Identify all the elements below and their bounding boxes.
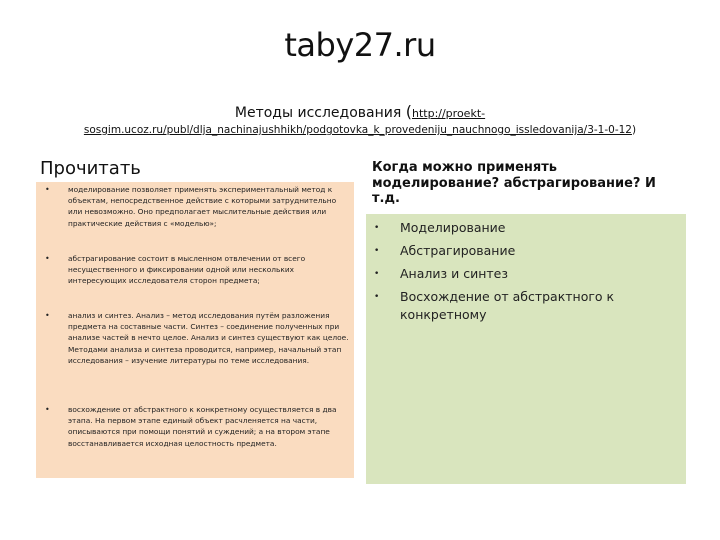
left-item-text: восхождение от абстрактного к конкретному осуществляется в два этапа. На первом этапе единый объект расчленяется на части, описываются при помощи понятий и суждений; а на втором этапе восстанавливается исходная целостность предмета. — [68, 405, 337, 448]
left-heading: Прочитать — [40, 158, 141, 179]
site-logo-text: taby27.ru — [284, 26, 436, 64]
left-item-text: абстрагирование состоит в мысленном отвлечении от всего несущественного и фиксировании одной или нескольких интересующих исследователя сторон предмета; — [68, 254, 306, 286]
title-paren-close: ) — [631, 124, 637, 136]
left-item-text: анализ и синтез. Анализ – метод исследования путём разложения предмета на составные части. Синтез – соединение полученных при анализе частей в нечто целое. Анализ и синтез существуют как целое. Методами анализа и синтеза проводится, например, начальный этап исследования – изучение литературы по теме исследования. — [68, 311, 349, 365]
bullet: • — [374, 269, 380, 279]
page-title — [0, 102, 720, 121]
bullet: • — [45, 254, 50, 263]
left-item-text: моделирование позволяет применять экспериментальный метод к объектам, непосредственное действие с которыми затруднительно или невозможно. Оно предполагает мыслительные действия или практические действия с «моделью»; — [68, 185, 337, 228]
source-link-part2[interactable]: sosgim.ucoz.ru/publ/dlja_nachinajushhikh/podgotovka_k_provedeniju_nauchnogo_issledovanija/3-1-0-12 — [83, 124, 632, 136]
bullet: • — [374, 292, 380, 302]
right-item-text: Анализ и синтез — [400, 266, 509, 281]
site-logo — [0, 26, 720, 64]
title-text: Методы исследования — [234, 105, 406, 121]
right-heading: Когда можно применять моделирование? абстрагирование? И т.д. — [372, 160, 656, 206]
source-link-part1[interactable]: http://proekt- — [411, 107, 486, 120]
right-item-text: Абстрагирование — [400, 243, 516, 258]
right-item-text: Моделирование — [400, 220, 506, 235]
title-paren-open: ( — [405, 102, 412, 121]
bullet: • — [374, 246, 380, 256]
bullet: • — [45, 185, 50, 194]
bullet: • — [45, 311, 50, 320]
bullet: • — [374, 223, 380, 233]
source-link-line — [0, 124, 720, 136]
bullet: • — [45, 405, 50, 414]
right-item-text: Восхождение от абстрактного к конкретному — [400, 289, 615, 322]
